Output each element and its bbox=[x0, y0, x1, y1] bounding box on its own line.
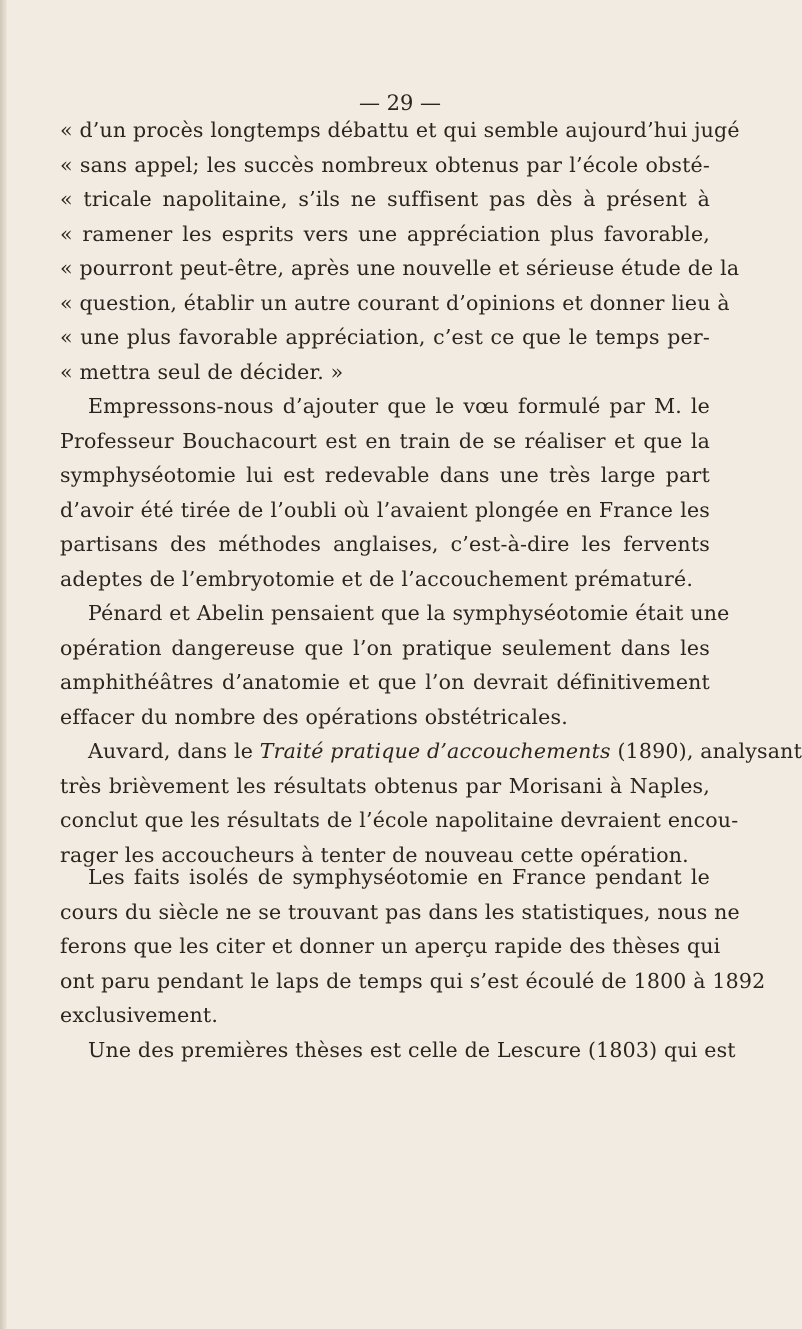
text-line: rager les accoucheurs à tenter de nouveau cette opération. bbox=[60, 842, 689, 867]
text-run: Auvard, dans le bbox=[88, 739, 260, 763]
page-binding-edge bbox=[0, 0, 7, 1329]
text-line: Les faits isolés de symphyséotomie en France pendant le bbox=[88, 865, 710, 889]
text-line: cours du siècle ne se trouvant pas dans les statistiques, nous ne bbox=[60, 899, 740, 924]
text-line: « tricale napolitaine, s’ils ne suffisent pas dès à présent à bbox=[60, 187, 710, 211]
text-line: opération dangereuse que l’on pratique seulement dans les bbox=[60, 635, 710, 660]
text-line: effacer du nombre des opérations obstétricales. bbox=[60, 704, 568, 729]
text-line: ont paru pendant le laps de temps qui s’est écoulé de 1800 à 1892 bbox=[60, 968, 766, 993]
text-line: Professeur Bouchacourt est en train de se réaliser et que la bbox=[60, 428, 710, 453]
text-run: (1890), analysant bbox=[610, 739, 802, 763]
text-line: partisans des méthodes anglaises, c’est-à-dire les fervents bbox=[60, 532, 710, 556]
book-title: Traité pratique d’accouchements bbox=[259, 739, 611, 763]
text-line-with-title bbox=[60, 734, 802, 769]
text-line: très brièvement les résultats obtenus par Morisani à Naples, bbox=[60, 773, 710, 798]
text-line: ferons que les citer et donner un aperçu rapide des thèses qui bbox=[60, 934, 721, 958]
text-line: amphithéâtres d’anatomie et que l’on devrait définitivement bbox=[60, 670, 710, 694]
text-line: « sans appel; les succès nombreux obtenus par l’école obsté- bbox=[60, 152, 710, 177]
text-line: « question, établir un autre courant d’opinions et donner lieu à bbox=[60, 290, 730, 315]
text-line: d’avoir été tirée de l’oubli où l’avaient plongée en France les bbox=[60, 497, 710, 522]
text-line: « une plus favorable appréciation, c’est ce que le temps per- bbox=[60, 325, 710, 349]
body-text-block-1 bbox=[60, 113, 802, 872]
text-line: Pénard et Abelin pensaient que la symphyséotomie était une bbox=[88, 601, 730, 625]
text-line: Empressons-nous d’ajouter que le vœu formulé par M. le bbox=[88, 394, 710, 418]
body-text-block-2 bbox=[60, 860, 766, 1067]
text-line: exclusivement. bbox=[60, 1003, 219, 1027]
text-line: « ramener les esprits vers une appréciation plus favorable, bbox=[60, 221, 710, 246]
text-line: « pourront peut-être, après une nouvelle et sérieuse étude de la bbox=[60, 256, 740, 280]
text-line: Une des premières thèses est celle de Lescure (1803) qui est bbox=[88, 1037, 736, 1062]
text-line: adeptes de l’embryotomie et de l’accouchement prématuré. bbox=[60, 566, 694, 591]
page-number: — 29 — bbox=[358, 91, 442, 115]
text-line: conclut que les résultats de l’école napolitaine devraient encou- bbox=[60, 808, 739, 832]
text-line: « d’un procès longtemps débattu et qui semble aujourd’hui jugé bbox=[60, 118, 740, 142]
text-line: symphyséotomie lui est redevable dans une très large part bbox=[60, 463, 710, 487]
text-line: « mettra seul de décider. » bbox=[60, 359, 344, 384]
